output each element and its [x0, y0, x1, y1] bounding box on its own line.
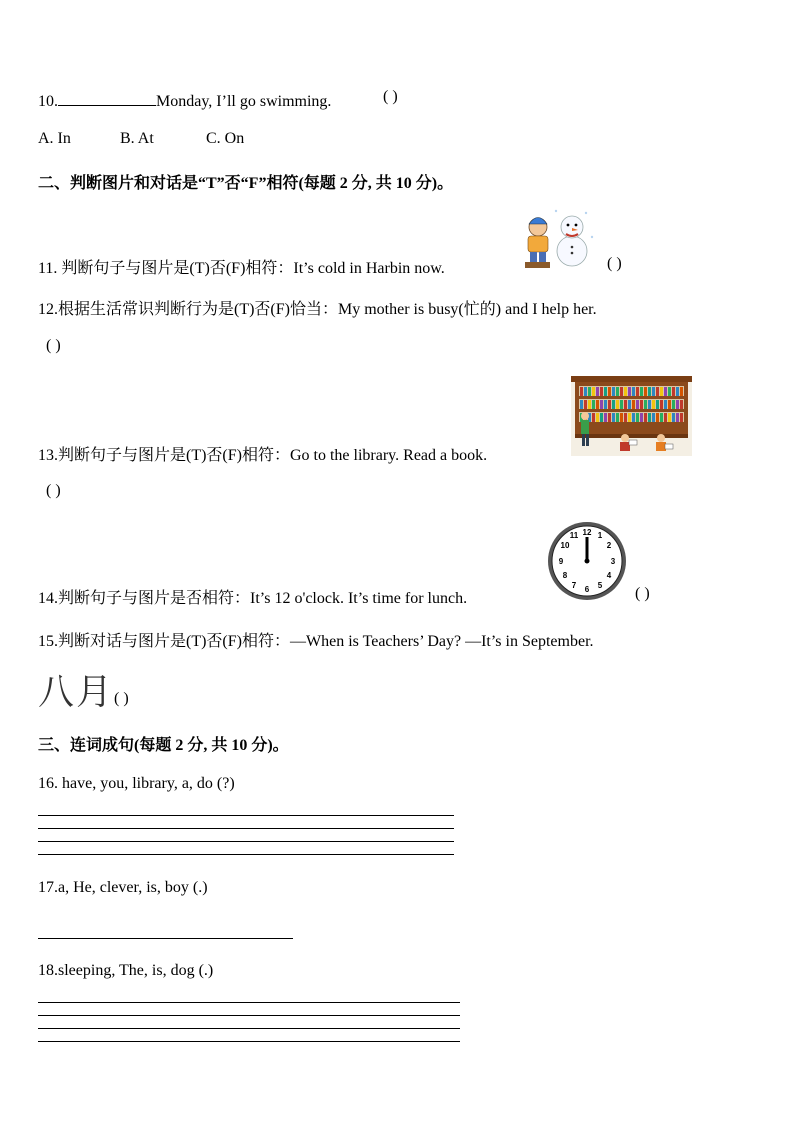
- svg-text:6: 6: [584, 585, 590, 594]
- answer-line[interactable]: [38, 854, 454, 855]
- answer-paren[interactable]: ( ): [46, 337, 61, 354]
- question-10-text: Monday, I’ll go swimming.: [156, 93, 332, 110]
- question-10: [38, 88, 331, 111]
- question-13-text: 13.判断句子与图片是(T)否(F)相符：Go to the library. Read a book.: [38, 447, 488, 464]
- answer-blank[interactable]: [58, 88, 156, 106]
- svg-text:5: 5: [597, 581, 603, 590]
- option-b[interactable]: B. At: [120, 130, 154, 147]
- question-17-text: 17.a, He, clever, is, boy (.): [38, 879, 208, 896]
- answer-line[interactable]: [38, 841, 454, 842]
- answer-line[interactable]: [38, 828, 454, 829]
- answer-line[interactable]: [38, 1028, 460, 1029]
- svg-text:4: 4: [606, 571, 612, 580]
- option-c[interactable]: C. On: [206, 130, 245, 147]
- question-18-text: 18.sleeping, The, is, dog (.): [38, 962, 214, 979]
- question-12-text: 12.根据生活常识判断行为是(T)否(F)恰当：My mother is busy(忙的) and I help her.: [38, 301, 597, 318]
- question-15-text: 15.判断对话与图片是(T)否(F)相符：—When is Teachers’ Day? —It’s in September.: [38, 633, 594, 650]
- library-bookshelf-picture-icon: [571, 376, 692, 456]
- svg-text:1: 1: [597, 531, 603, 540]
- answer-line[interactable]: [38, 1002, 460, 1003]
- svg-text:7: 7: [571, 581, 577, 590]
- answer-line[interactable]: [38, 1015, 460, 1016]
- answer-line[interactable]: [38, 938, 293, 939]
- answer-paren[interactable]: ( ): [114, 690, 129, 707]
- svg-text:3: 3: [610, 557, 616, 566]
- question-16-text: 16. have, you, library, a, do (?): [38, 775, 235, 792]
- svg-text:8: 8: [562, 571, 568, 580]
- snowman-picture-icon: [520, 207, 598, 271]
- answer-paren[interactable]: ( ): [383, 88, 398, 105]
- august-image-text: 八月: [38, 672, 115, 713]
- section-3-heading: 三、连词成句(每题 2 分, 共 10 分)。: [38, 737, 289, 754]
- svg-text:12: 12: [582, 528, 592, 537]
- answer-paren[interactable]: ( ): [46, 482, 61, 499]
- question-11-text: 11. 判断句子与图片是(T)否(F)相符：It’s cold in Harbin now.: [38, 260, 445, 277]
- question-14-text: 14.判断句子与图片是否相符：It’s 12 o'clock. It’s time for lunch.: [38, 590, 468, 607]
- svg-text:11: 11: [569, 531, 579, 540]
- answer-line[interactable]: [38, 815, 454, 816]
- answer-paren[interactable]: ( ): [635, 585, 650, 602]
- svg-text:2: 2: [606, 541, 612, 550]
- answer-paren[interactable]: ( ): [607, 255, 622, 272]
- section-2-heading: 二、判断图片和对话是“T”否“F”相符(每题 2 分, 共 10 分)。: [38, 175, 454, 192]
- question-10-number: 10.: [38, 93, 58, 110]
- answer-line[interactable]: [38, 1041, 460, 1042]
- clock-twelve-oclock-icon: [546, 520, 628, 602]
- svg-text:9: 9: [558, 557, 564, 566]
- option-a[interactable]: A. In: [38, 130, 71, 147]
- svg-text:10: 10: [560, 541, 570, 550]
